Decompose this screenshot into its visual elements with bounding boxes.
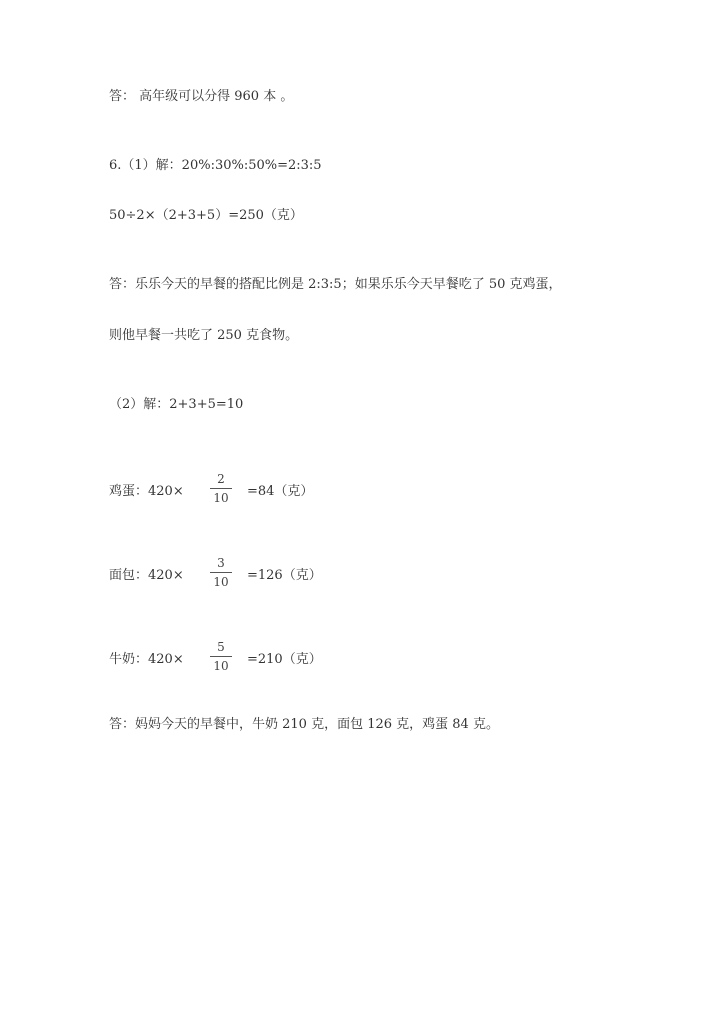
fraction-numerator: 5: [217, 640, 225, 654]
question-6-part-1: 6.（1）解：20%:30%:50%=2:3:5: [109, 158, 322, 173]
answer-line-2a: 答：乐乐今天的早餐的搭配比例是 2:3:5；如果乐乐今天早餐吃了 50 克鸡蛋，: [109, 277, 562, 292]
question-6-part-2: （2）解：2+3+5=10: [109, 397, 244, 412]
fraction-numerator: 2: [217, 472, 225, 486]
calc-egg-prefix: 鸡蛋：420×: [109, 484, 184, 499]
fraction-bar: [210, 656, 232, 657]
calc-bread-result: =126（克）: [247, 568, 322, 583]
calc-egg-result: =84（克）: [247, 484, 314, 499]
fraction-bar: [210, 572, 232, 573]
fraction-denominator: 10: [213, 659, 229, 673]
calc-milk-prefix: 牛奶：420×: [109, 652, 184, 667]
answer-line-2b: 则他早餐一共吃了 250 克食物。: [109, 328, 299, 343]
calc-milk-result: =210（克）: [247, 652, 322, 667]
calc-line-total: 50÷2×（2+3+5）=250（克）: [109, 208, 303, 223]
fraction-numerator: 3: [217, 556, 225, 570]
fraction-denominator: 10: [213, 491, 229, 505]
fraction-denominator: 10: [213, 575, 229, 589]
fraction-milk: [210, 640, 232, 674]
calc-bread-prefix: 面包：420×: [109, 568, 184, 583]
answer-line-3: 答：妈妈今天的早餐中，牛奶 210 克，面包 126 克，鸡蛋 84 克。: [109, 717, 499, 732]
answer-line-1: 答： 高年级可以分得 960 本 。: [109, 89, 294, 104]
fraction-bar: [210, 488, 232, 489]
fraction-bread: [210, 556, 232, 590]
fraction-egg: [210, 472, 232, 506]
